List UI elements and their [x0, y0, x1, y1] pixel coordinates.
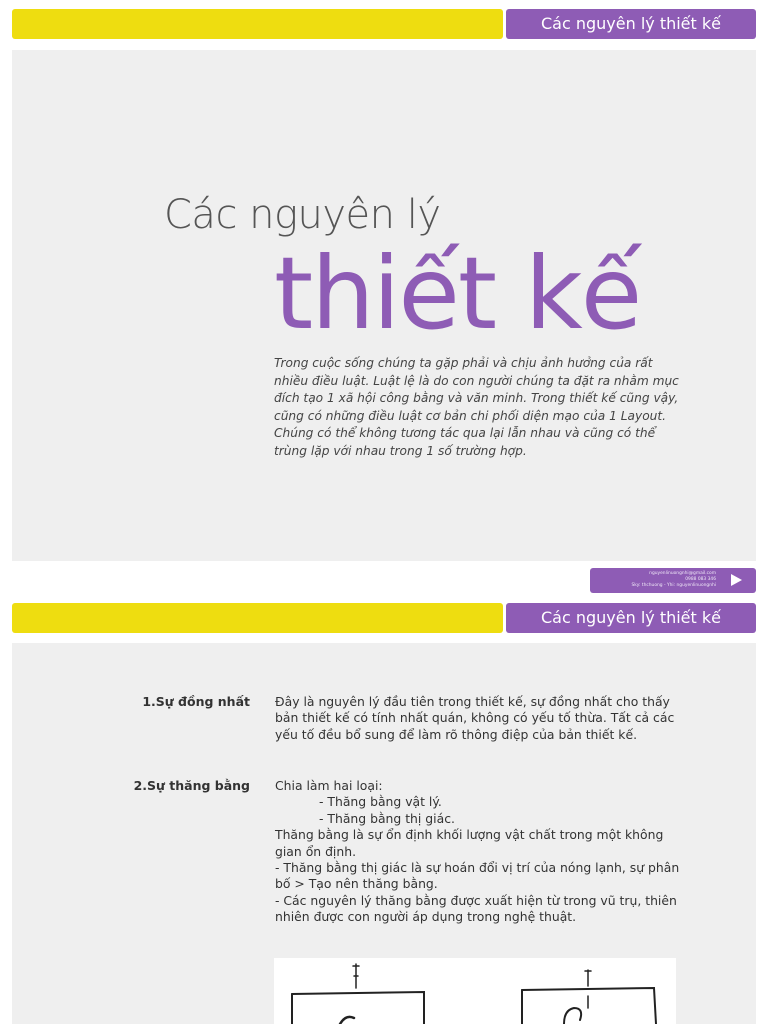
section-line: Chia làm hai loại:	[275, 778, 383, 793]
header-title: Các nguyên lý thiết kế	[506, 603, 756, 633]
page-title-line1: Các nguyên lý	[164, 192, 441, 238]
slide1-header	[12, 9, 756, 39]
page-title-line2: thiết kế	[274, 235, 641, 352]
section-body-balance	[275, 778, 685, 926]
footer-email: nguyenlinuongnhi@gmail.com	[649, 571, 716, 576]
balance-sketch-drawing	[274, 958, 676, 1024]
slide1	[12, 50, 756, 561]
play-arrow-icon[interactable]	[731, 574, 742, 586]
section-line: Thăng bằng là sự ổn định khối lượng vật chất trong một không gian ổn định.	[275, 827, 664, 859]
section-line: - Thăng bằng vật lý.	[319, 794, 442, 810]
footer-contact	[596, 571, 716, 589]
header-title: Các nguyên lý thiết kế	[506, 9, 756, 39]
footer-phone: 0988 083 346	[685, 577, 716, 582]
section-label-balance: 2.Sự thăng bằng	[133, 778, 250, 793]
footer-contact-pill[interactable]	[590, 568, 756, 593]
section-line: - Thăng bằng thị giác là sự hoán đổi vị trí của nóng lạnh, sự phân bố > Tạo nên thăng bằng.	[275, 860, 680, 892]
header-yellow-bar	[12, 9, 503, 39]
footer-social: Sky: thchuong - Yhi: nguyenlinuongnhi	[631, 583, 716, 588]
balance-sketch-image	[274, 958, 676, 1024]
section-label-uniformity: 1.Sự đồng nhất	[142, 694, 250, 709]
intro-paragraph: Trong cuộc sống chúng ta gặp phải và chịu ảnh hưởng của rất nhiều điều luật. Luật lệ là do con người chúng ta đặt ra nhằm mục đích tạo 1 xã hội công bằng và văn minh. Trong thiết kế cũng vậy, cũng có những điều luật cơ bản chi phối diện mạo của 1 Layout. Chúng có thể không tương tác qua lại lẫn nhau và cũng có thể trùng lặp với nhau trong 1 số trường hợp.	[274, 356, 679, 458]
slide2-header	[12, 603, 756, 633]
section-line: - Các nguyên lý thăng bằng được xuất hiện từ trong vũ trụ, thiên nhiên được con người áp dụng trong nghệ thuật.	[275, 892, 677, 925]
header-yellow-bar	[12, 603, 503, 633]
section-line: Đây là nguyên lý đầu tiên trong thiết kế, sự đồng nhất cho thấy bản thiết kế có tính nhất quán, không có yếu tố thừa. Tất cả các yếu tố đều bổ sung để làm rõ thông điệp của bản thiết kế.	[275, 694, 675, 742]
section-body-uniformity	[275, 694, 685, 743]
section-line: - Thăng bằng thị giác.	[319, 810, 455, 826]
